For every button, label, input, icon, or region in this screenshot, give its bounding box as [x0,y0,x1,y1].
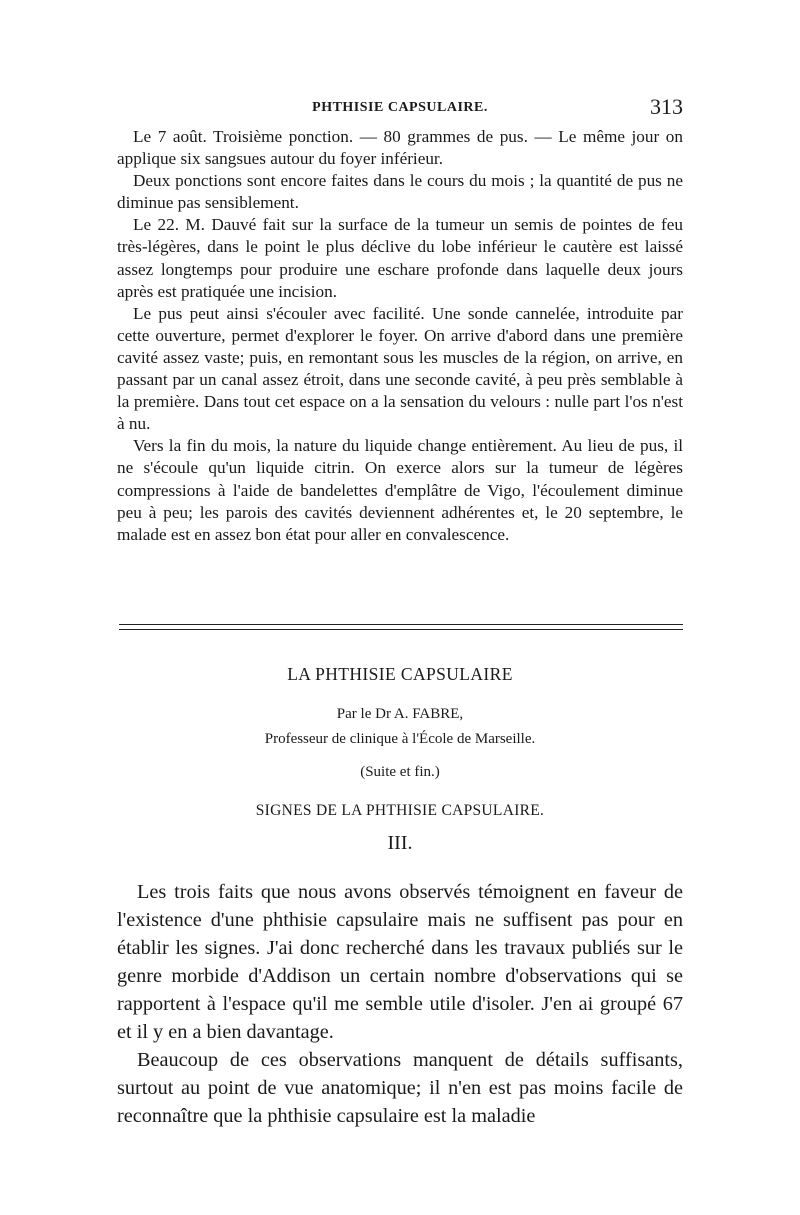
paragraph: Beaucoup de ces observations manquent de détails suffisants, surtout au point de vue anatomique; il n'en est pas moins facile de reconnaître que la phthisie capsulaire est la maladie [117,1049,683,1127]
paragraph: Deux ponctions sont encore faites dans le cours du mois ; la quantité de pus ne diminue pas sensiblement. [117,171,683,213]
running-title: PHTHISIE CAPSULAIRE. [312,100,488,115]
section-title: SIGNES DE LA PHTHISIE CAPSULAIRE. [255,802,545,819]
article-body [117,878,683,1130]
section-divider [119,629,683,630]
author-affiliation: Professeur de clinique à l'École de Marseille. [264,731,536,747]
paragraph: Le pus peut ainsi s'écouler avec facilité. Une sonde cannelée, introduite par cette ouverture, permet d'explorer le foyer. On arrive d'abord dans une première cavité assez vaste; puis, en remontant sous les muscles de la région, on arrive, en passant par un canal assez étroit, dans une seconde cavité, à peu près semblable à la première. Dans tout cet espace on a la sensation du velours : nulle part l'os n'est à nu. [117,303,683,434]
section-number: III. [387,832,413,854]
paragraph: Le 22. M. Dauvé fait sur la surface de la tumeur un semis de pointes de feu très-légères, dans le point le plus déclive du lobe inférieur le cautère est laissé assez longtemps pour produire une eschare profonde dans laquelle deux jours après est pratiquée une incision. [117,215,683,301]
section-divider [119,624,683,625]
continuation-note: (Suite et fin.) [360,764,440,780]
paragraph: Le 7 août. Troisième ponction. — 80 grammes de pus. — Le même jour on applique six sangsues autour du foyer inférieur. [117,127,683,169]
running-head [117,92,683,122]
author-byline: Par le Dr A. FABRE, [336,706,464,722]
paragraph: Vers la fin du mois, la nature du liquide change entièrement. Au lieu de pus, il ne s'écoule qu'un liquide citrin. On exerce alors sur la tumeur de légères compressions à l'aide de bandelettes d'emplâtre de Vigo, l'écoulement diminue peu à peu; les parois des cavités deviennent adhérentes et, le 20 septembre, le malade est en assez bon état pour aller en convalescence. [117,436,683,544]
page-number: 313 [650,94,683,119]
case-report-text [117,126,683,546]
article-title: LA PHTHISIE CAPSULAIRE [287,664,513,684]
paragraph: Les trois faits que nous avons observés témoignent en faveur de l'existence d'une phthisie capsulaire mais ne suffisent pas pour en établir les signes. J'ai donc recherché dans les travaux publiés sur le genre morbide d'Addison un certain nombre d'observations qui se rapportent à l'espace qu'il me semble utile d'isoler. J'en ai groupé 67 et il y en a bien davantage. [117,881,683,1043]
